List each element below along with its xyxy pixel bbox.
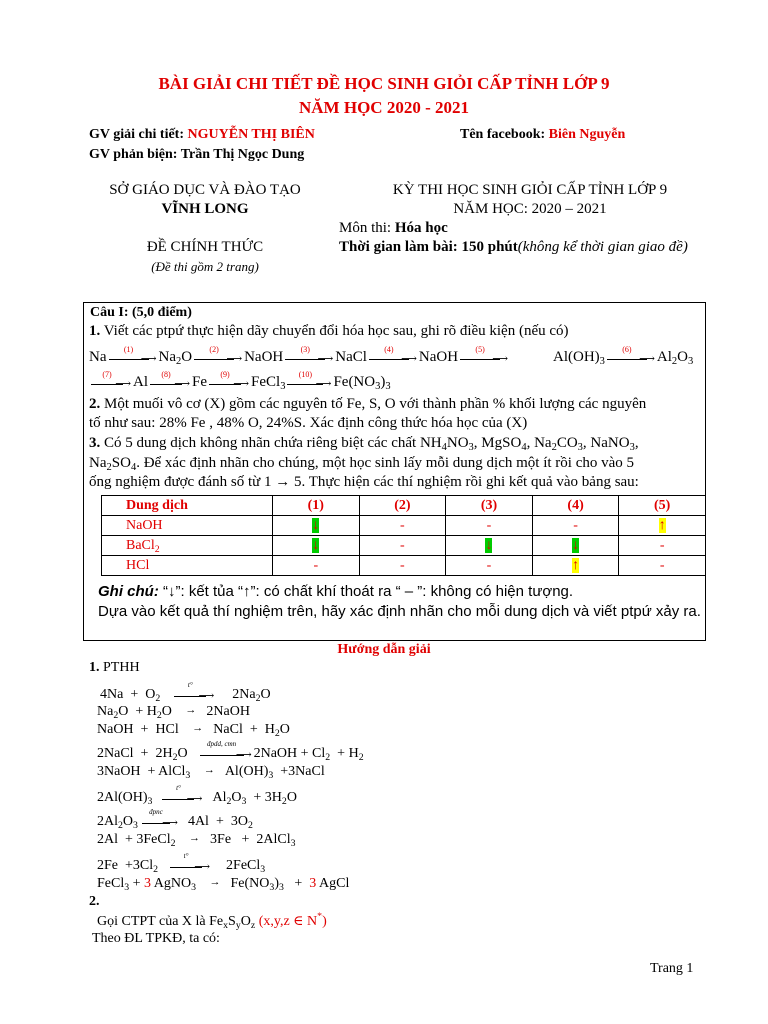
- chain-arrow-10: (10) ⟶: [287, 376, 331, 390]
- q3-line2: $Na_2SO_4$. Để xác định nhãn cho chúng, một học sinh lấy mỗi dung dịch một ít rồi cho vào 5: [89, 455, 635, 473]
- result-cell: -: [446, 556, 533, 576]
- result-cell: -: [532, 516, 619, 536]
- part1-label: PTHH: [99, 660, 140, 675]
- reagent-cell: HCl: [102, 556, 273, 576]
- time-label: Thời gian làm bài: 150 phút: [339, 239, 518, 255]
- subject-name: Hóa học: [394, 220, 448, 236]
- equation-3: NaOH + HCl → NaCl + $H_2O$: [97, 722, 290, 739]
- table-header-cell: (4): [532, 496, 619, 516]
- table-row: [102, 556, 706, 576]
- equation-4: 2NaCl + $2H_2O$ đpdd, cmn ⟶ 2NaOH + $Cl_2 + H_2$: [97, 739, 364, 763]
- equation-9: $2Fe +3Cl_2$ t° ⟶ 2FeCl$_3$: [97, 851, 266, 875]
- q2-line1: [89, 396, 646, 413]
- q3-number: 3.: [89, 435, 101, 451]
- condition-arrow: đpdd, cmn ⟶: [200, 747, 252, 761]
- facebook-label: Tên facebook:: [460, 127, 549, 142]
- chain-arrow-6: (6) ⟶: [607, 351, 655, 365]
- subject-label: Môn thi:: [339, 220, 395, 236]
- table-header-cell: Dung dịch: [102, 496, 273, 516]
- exam-title: KỲ THI HỌC SINH GIỎI CẤP TỈNH LỚP 9: [392, 182, 668, 198]
- result-cell: -: [619, 536, 706, 556]
- result-cell: -: [273, 556, 360, 576]
- chain-arrow-7: (7) ⟶: [91, 376, 131, 390]
- result-cell: ↓: [532, 536, 619, 556]
- chain-arrow-3: (3) ⟶: [285, 351, 333, 365]
- equation-10: FeCl$_3$ + 3 AgNO$_3$ → $Fe(NO_3)_3 + 3$ AgCl: [97, 876, 350, 893]
- chain-arrow-2: (2) ⟶: [194, 351, 242, 365]
- chain-arrow-5: (5) ⟶: [460, 351, 508, 365]
- q2-text2: tố như sau: 28% Fe , 48% O, 24%S. Xác định công thức hóa học của (X): [89, 415, 528, 431]
- note-label: Ghi chú:: [98, 583, 159, 600]
- time-note: (không kể thời gian giao đề): [517, 239, 688, 255]
- question-heading: Câu I: (5,0 điểm): [90, 305, 192, 320]
- q3-text3: ống nghiệm được đánh số từ 1 → 5. Thực hiện các thí nghiệm rồi ghi kết quả vào bảng sau:: [89, 474, 639, 490]
- equation-6: $2Al(OH)_3$ t° ⟶ $Al_2O_3 + 3H_2O$: [97, 783, 297, 807]
- facebook-name: Biên Nguyễn: [548, 127, 626, 142]
- q3-text2: . Để xác định nhãn cho chúng, một học sinh lấy mỗi dung dịch một ít rồi cho vào 5: [136, 455, 635, 471]
- condition-arrow: t° ⟶: [162, 791, 202, 805]
- solution-heading: Hướng dẫn giải: [337, 642, 431, 657]
- part2-condition: (x,y,z ∈ N: [255, 914, 318, 929]
- equation-2: $Na_2O + H_2O$ → 2NaOH: [97, 704, 250, 721]
- table-row: [102, 516, 706, 536]
- equation-8: 2Al + 3FeCl$_2$ → 3Fe + 2AlCl$_3$: [97, 832, 296, 849]
- table-row: [102, 536, 706, 556]
- facebook-line: [460, 127, 625, 143]
- department-line2: VĨNH LONG: [161, 201, 249, 217]
- result-cell: -: [446, 516, 533, 536]
- document-subtitle: NĂM HỌC 2020 - 2021: [299, 98, 469, 117]
- chain-arrow-4: (4) ⟶: [369, 351, 417, 365]
- condition-arrow: đpnc ⟶: [142, 815, 178, 829]
- note-text: “↓”: kết tủa “↑”: có chất khí thoát ra “ – ”: không có hiện tượng.: [158, 583, 574, 600]
- result-cell: ↓: [446, 536, 533, 556]
- author-line: [89, 127, 315, 143]
- result-cell: -: [619, 556, 706, 576]
- subject-line: [339, 220, 448, 237]
- reagent-cell: NaOH: [102, 516, 273, 536]
- equation-7: $2Al_2O_3$ đpnc ⟶ $4Al + 3O_2$: [97, 807, 253, 831]
- q2-number: 2.: [89, 396, 101, 412]
- result-cell: ↑: [532, 556, 619, 576]
- chain-line-1: Na (1) ⟶ $Na_2O$ (2) ⟶ NaOH (3) ⟶ NaCl (4) ⟶ NaOH (5) ⟶: [89, 344, 509, 367]
- reagent-cell: BaCl$_2$: [102, 536, 273, 556]
- note-line: [98, 583, 573, 600]
- chain-arrow-9: (9) ⟶: [209, 376, 249, 390]
- pages-note: (Đề thi gồm 2 trang): [151, 259, 259, 274]
- author-name: NGUYỄN THỊ BIÊN: [187, 127, 315, 142]
- table-header-cell: (1): [273, 496, 360, 516]
- q1-text: Viết các ptpứ thực hiện dãy chuyển đổi hóa học sau, ghi rõ điều kiện (nếu có): [100, 323, 569, 339]
- result-table: [101, 495, 706, 576]
- time-line: [339, 239, 688, 256]
- chain-line-2: (7) ⟶ Al (8) ⟶ Fe (9) ⟶ FeCl$_3$ (10) ⟶ $Fe(NO_3)_3$: [89, 374, 391, 391]
- part2-line1-text: Gọi CTPT của X là Fe: [97, 914, 224, 929]
- result-cell: ↓: [273, 536, 360, 556]
- part1-line: [89, 660, 140, 676]
- chain-arrow-1: (1) ⟶: [109, 351, 157, 365]
- school-year: NĂM HỌC: 2020 – 2021: [453, 201, 607, 217]
- equation-5: 3NaOH + AlCl$_3$ → $Al(OH)_3$ +3NaCl: [97, 764, 325, 781]
- table-header-cell: (2): [359, 496, 446, 516]
- page-number: Trang 1: [650, 961, 694, 976]
- document-title: BÀI GIẢI CHI TIẾT ĐỀ HỌC SINH GIỎI CẤP TỈNH LỚP 9: [158, 74, 610, 93]
- reviewer-line: GV phản biện: Trần Thị Ngọc Dung: [89, 147, 305, 162]
- result-cell: ↓: [273, 516, 360, 536]
- result-cell: -: [359, 536, 446, 556]
- chain-line-1-right: $Al(OH)_3$ (6) ⟶ $Al_2O_3$: [553, 344, 694, 367]
- condition-arrow: t° ⟶: [170, 859, 210, 873]
- author-label: GV giải chi tiết:: [89, 127, 188, 142]
- part2-line1: Gọi CTPT của X là $Fe_xS_yO_z$ (x,y,z ∈ N*): [97, 911, 327, 931]
- part2-line2: Theo ĐL TPKĐ, ta có:: [92, 931, 220, 946]
- table-header-cell: (5): [619, 496, 706, 516]
- table-header-cell: (3): [446, 496, 533, 516]
- result-cell: -: [359, 516, 446, 536]
- q1-line: [89, 323, 569, 340]
- q2-text1: Một muối vô cơ (X) gồm các nguyên tố Fe, S, O với thành phần % khối lượng các nguyên: [100, 396, 647, 412]
- result-cell: -: [359, 556, 446, 576]
- note-text2: Dựa vào kết quả thí nghiệm trên, hãy xác định nhãn cho mỗi dung dịch và viết ptpứ xảy ra.: [98, 603, 701, 620]
- department-line1: SỞ GIÁO DỤC VÀ ĐÀO TẠO: [109, 182, 301, 198]
- chain-arrow-8: (8) ⟶: [150, 376, 190, 390]
- q3-line1: 3. Có 5 dung dịch không nhãn chứa riêng biệt các chất $NH_4NO_3$, MgSO$_4$, $Na_2CO_3$, NaNO$_3$,: [89, 435, 639, 453]
- equation-1: $4Na + O_2$ t° ⟶ $2Na_2O$: [100, 680, 271, 704]
- official-label: ĐỀ CHÍNH THỨC: [146, 239, 264, 255]
- table-header-row: [102, 496, 706, 516]
- part1-number: 1.: [89, 660, 100, 675]
- part2-number: 2.: [89, 894, 100, 909]
- result-cell: ↑: [619, 516, 706, 536]
- q1-number: 1.: [89, 323, 101, 339]
- condition-arrow: t° ⟶: [174, 688, 214, 702]
